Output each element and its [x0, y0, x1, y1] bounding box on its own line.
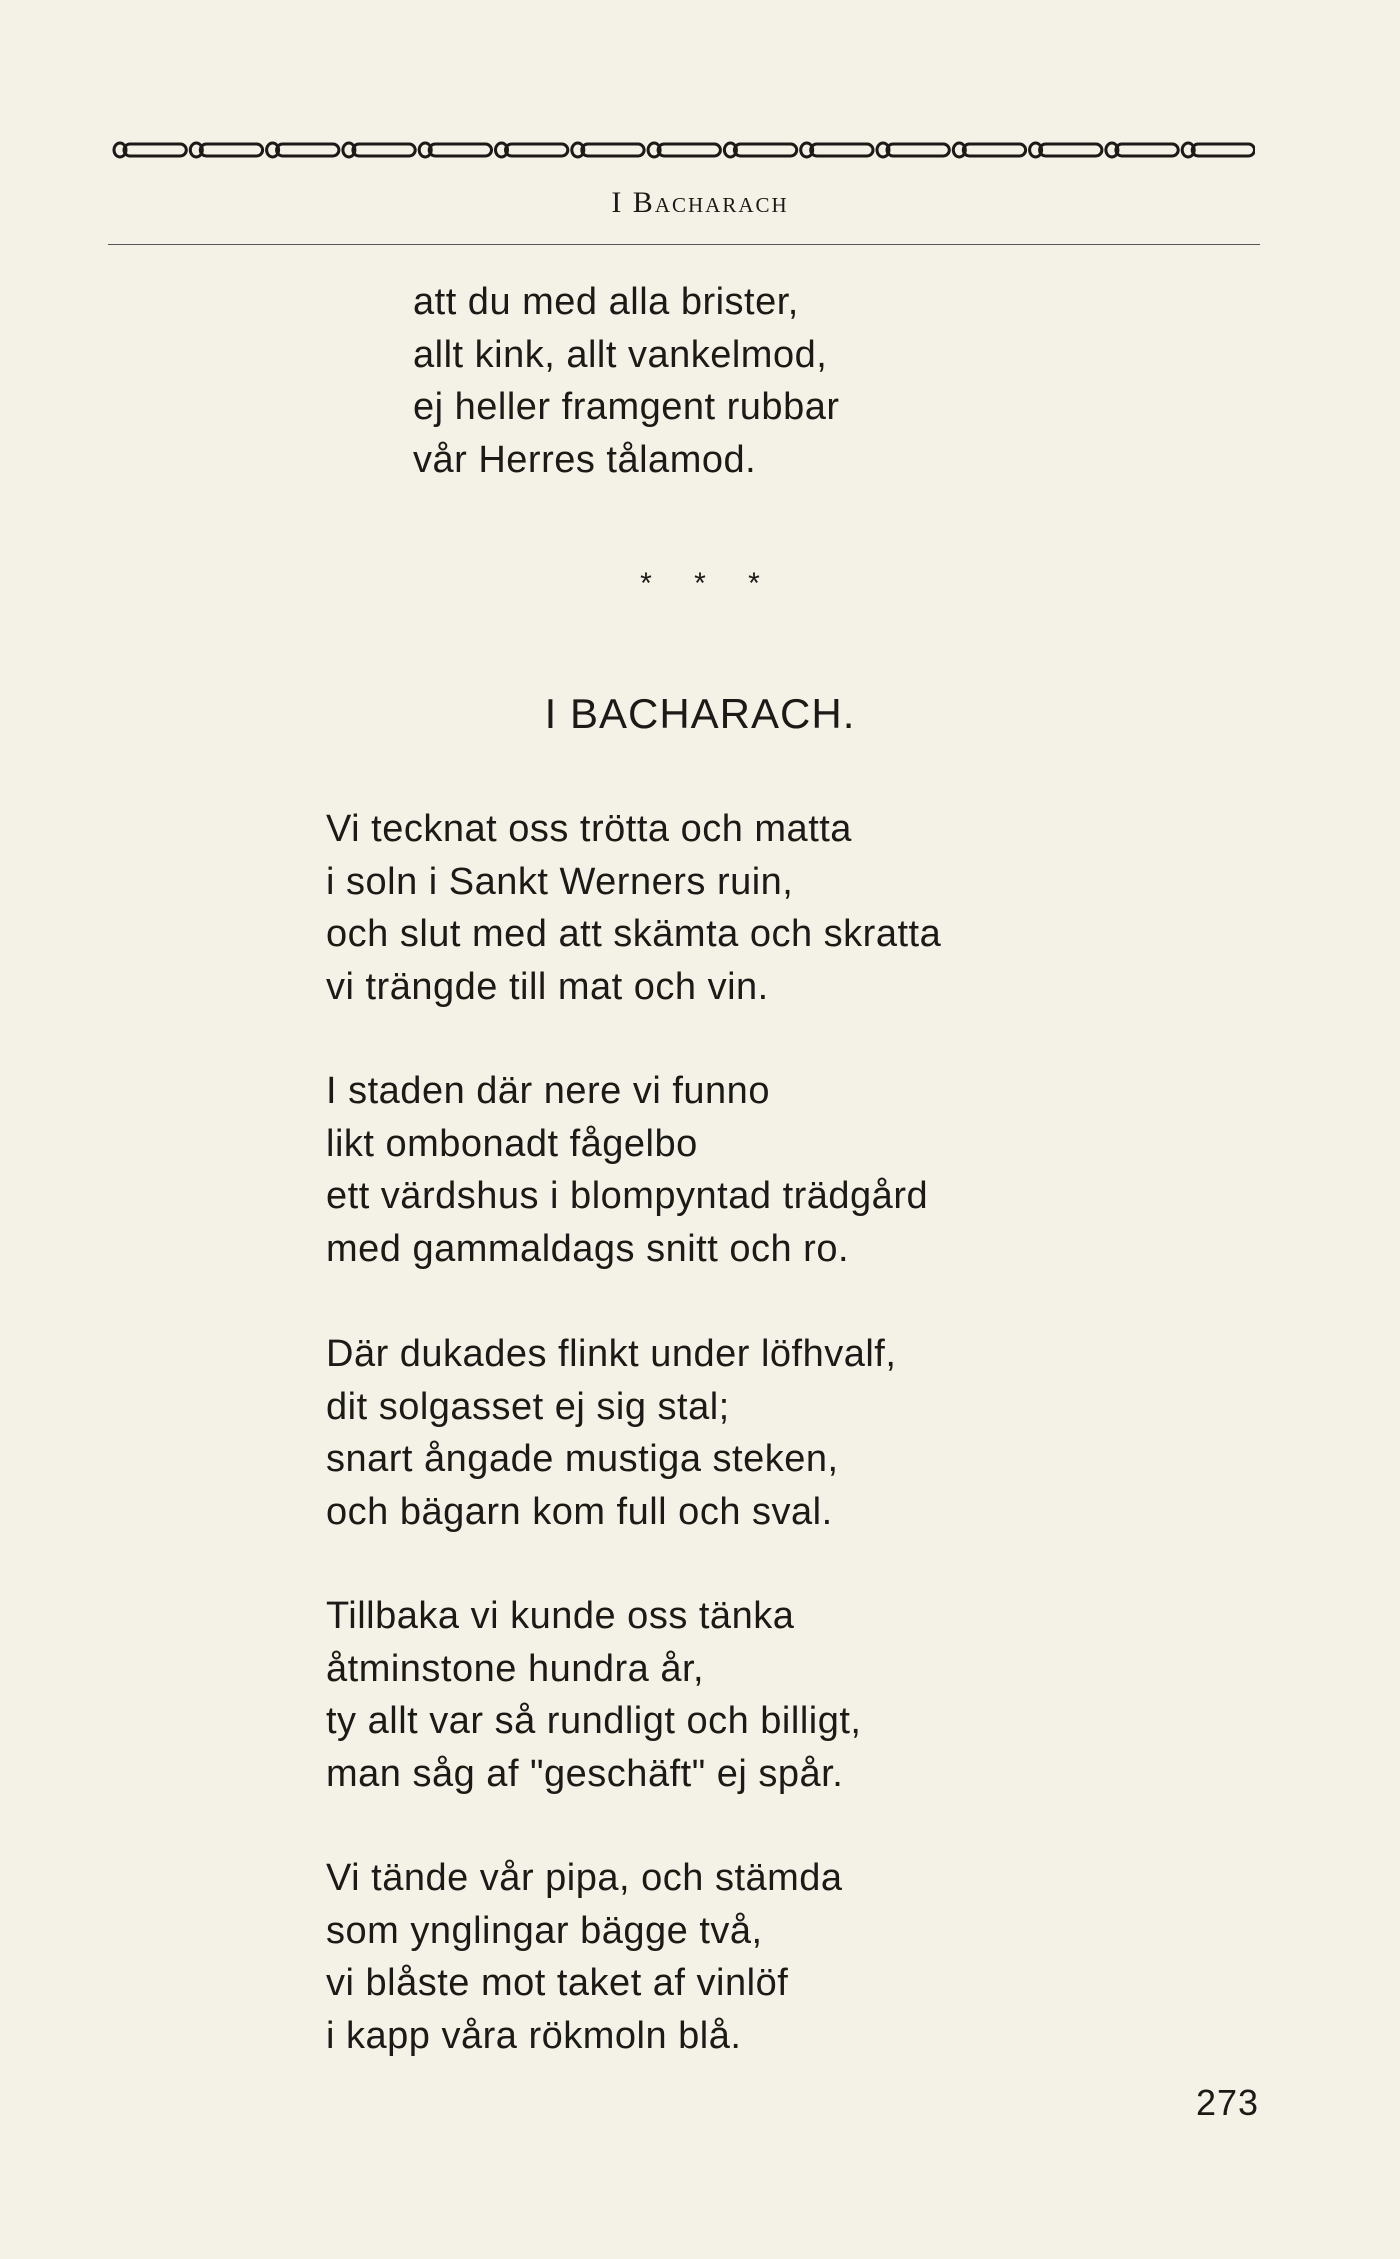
verse-line: man såg af "geschäft" ej spår. [326, 1752, 844, 1795]
chain-link [353, 144, 415, 156]
stanza-2 [326, 1065, 928, 1275]
chain-link [506, 144, 568, 156]
chain-link [963, 144, 1025, 156]
chain-link [887, 144, 949, 156]
header-rule [108, 244, 1260, 245]
stanza-4 [326, 1590, 861, 1800]
chain-link [429, 144, 491, 156]
verse-line: och bägarn kom full och sval. [326, 1490, 833, 1533]
verse-line: åtminstone hundra år, [326, 1647, 705, 1690]
poem-title: I BACHARACH. [544, 690, 856, 737]
chain-link [582, 144, 644, 156]
section-divider: * * * [640, 567, 760, 600]
verse-line: likt ombonadt fågelbo [326, 1122, 698, 1165]
verse-line: vi trängde till mat och vin. [326, 965, 769, 1008]
verse-line: ej heller framgent rubbar [413, 386, 840, 428]
verse-line: och slut med att skämta och skratta [326, 913, 942, 955]
chain-link [277, 144, 339, 156]
chain-link [1192, 144, 1254, 156]
verse-line: dit solgasset ej sig stal; [326, 1385, 730, 1428]
running-head: I Bacharach [611, 186, 789, 219]
verse-line: Vi tecknat oss trötta och matta [326, 808, 852, 850]
verse-line: vi blåste mot taket af vinlöf [326, 1962, 789, 2004]
verse-line: i soln i Sankt Werners ruin, [326, 860, 794, 903]
verse-line: att du med alla brister, [413, 281, 799, 323]
verse-line: ett värdshus i blompyntad trädgård [326, 1175, 929, 1217]
verse-line: I staden där nere vi funno [326, 1070, 770, 1112]
verse-line: Tillbaka vi kunde oss tänka [326, 1595, 795, 1637]
verse-line: snart ångade mustiga steken, [326, 1438, 839, 1480]
verse-line: med gammaldags snitt och ro. [326, 1227, 850, 1270]
chain-link [734, 144, 796, 156]
continuation-stanza [413, 276, 840, 486]
ornamental-chain-border [110, 137, 1255, 163]
chain-link [124, 144, 186, 156]
chain-link [811, 144, 873, 156]
chain-link [200, 144, 262, 156]
stanza-3 [326, 1328, 896, 1538]
chain-link [658, 144, 720, 156]
verse-line: allt kink, allt vankelmod, [413, 333, 828, 376]
chain-link [1116, 144, 1178, 156]
chain-link [1040, 144, 1102, 156]
stanza-5 [326, 1852, 843, 2062]
verse-line: i kapp våra rökmoln blå. [326, 2014, 742, 2057]
page-number: 273 [1196, 2082, 1260, 2123]
verse-line: ty allt var så rundligt och billigt, [326, 1700, 862, 1742]
verse-line: vår Herres tålamod. [413, 438, 757, 481]
verse-line: som ynglingar bägge två, [326, 1909, 763, 1952]
verse-line: Där dukades flinkt under löfhvalf, [326, 1333, 897, 1375]
verse-line: Vi tände vår pipa, och stämda [326, 1857, 843, 1899]
stanza-1 [326, 803, 941, 1013]
